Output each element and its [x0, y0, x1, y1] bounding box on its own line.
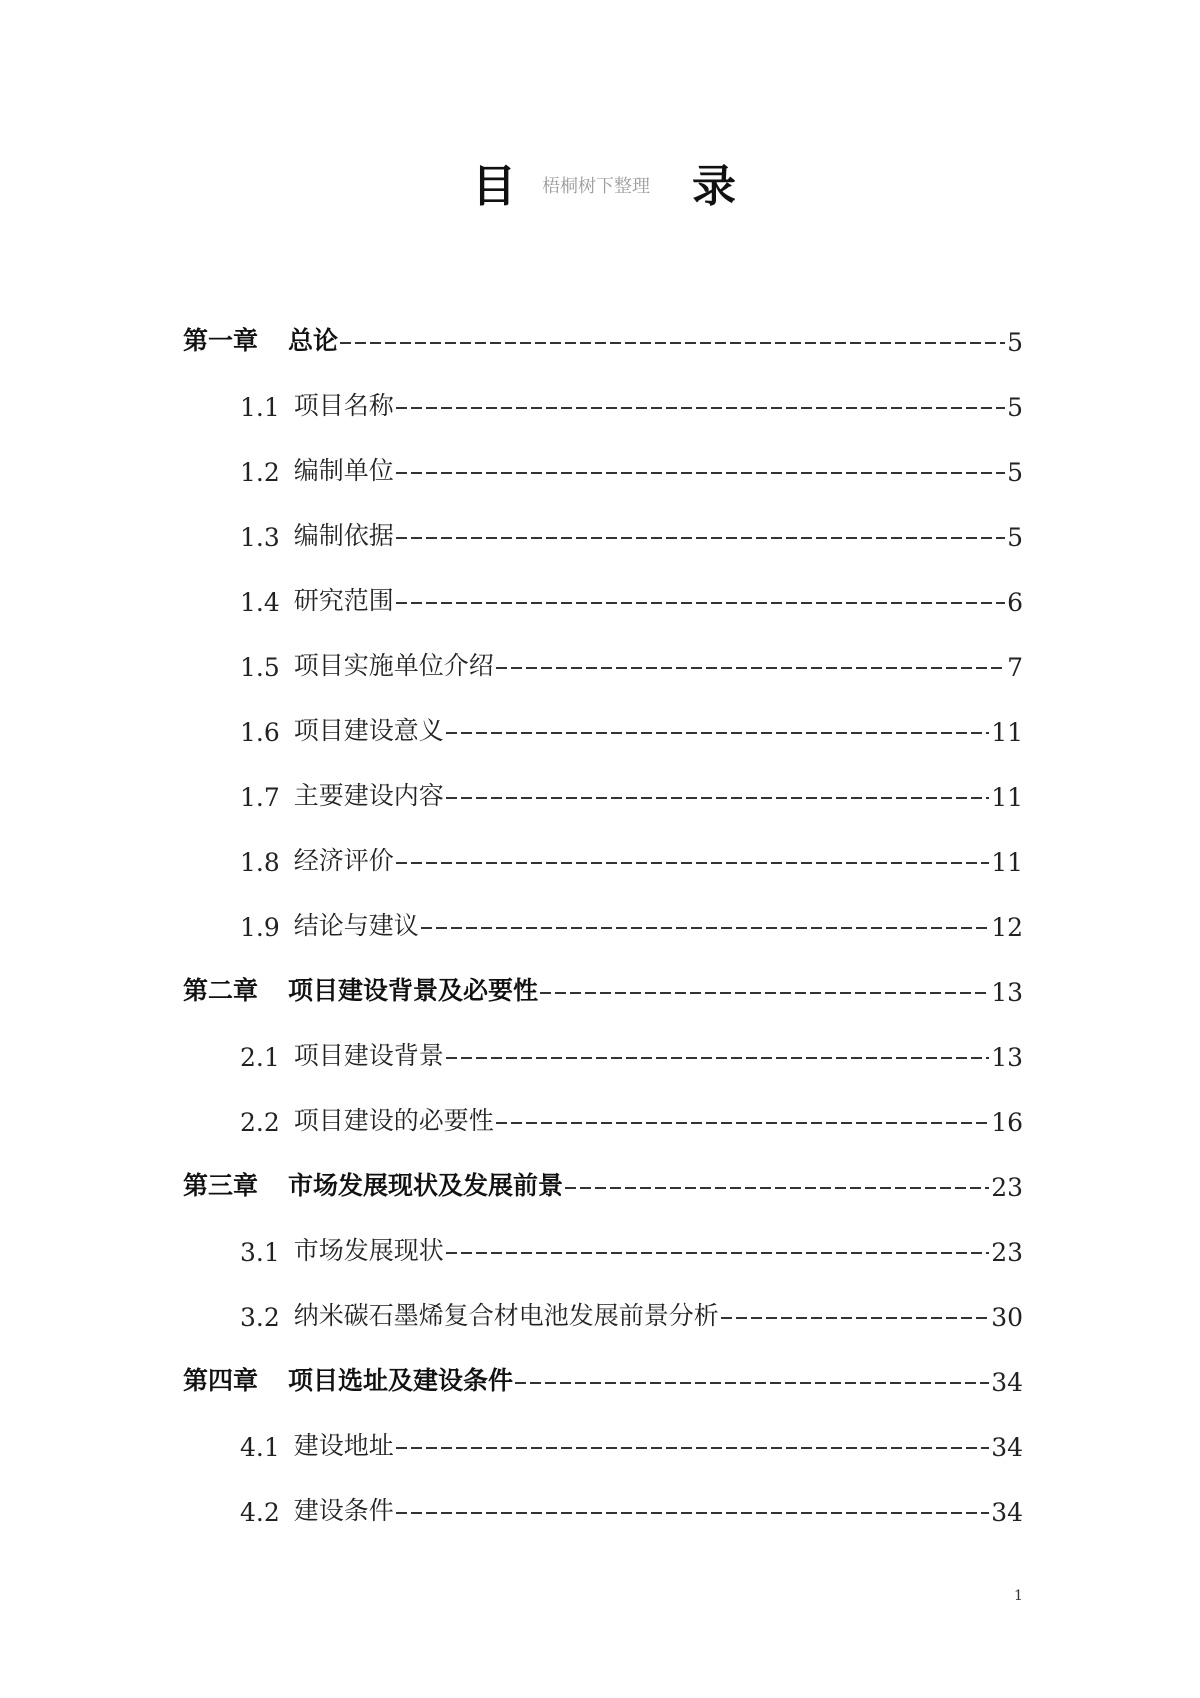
toc-entry-number: 第二章: [183, 976, 259, 1005]
toc-entry-page: 5: [1007, 523, 1023, 552]
toc-entry[interactable]: [183, 1397, 1023, 1462]
toc-entry[interactable]: [183, 292, 1023, 357]
dot-leader: [515, 1382, 989, 1384]
toc-entry-title: 项目名称: [293, 391, 394, 420]
toc-title: [0, 150, 1200, 210]
toc-entry-page: 23: [991, 1173, 1023, 1202]
dot-leader: [396, 407, 1005, 409]
toc-entry[interactable]: [183, 1137, 1023, 1202]
table-of-contents: [183, 292, 1023, 1527]
toc-entry-page: 11: [991, 848, 1023, 877]
toc-entry-title: 市场发展现状: [293, 1236, 444, 1265]
watermark-text: 梧桐树下整理: [542, 176, 650, 197]
toc-entry[interactable]: [183, 552, 1023, 617]
dot-leader: [721, 1317, 989, 1319]
toc-entry[interactable]: [183, 1267, 1023, 1332]
toc-entry-page: 16: [991, 1108, 1023, 1137]
toc-entry-title: 项目建设的必要性: [293, 1106, 494, 1135]
toc-entry-title: 项目建设背景: [293, 1041, 444, 1070]
toc-entry-title: 纳米碳石墨烯复合材电池发展前景分析: [293, 1301, 719, 1330]
toc-entry[interactable]: [183, 682, 1023, 747]
toc-entry-page: 5: [1007, 458, 1023, 487]
toc-entry-page: 5: [1007, 328, 1023, 357]
toc-entry-number: 1.3: [240, 523, 280, 552]
toc-entry-title: 项目实施单位介绍: [293, 651, 494, 680]
toc-entry-title: 项目选址及建设条件: [288, 1366, 514, 1395]
toc-entry-number: 第三章: [183, 1171, 259, 1200]
toc-entry-number: 1.9: [240, 913, 280, 942]
toc-entry-number: 1.2: [240, 458, 280, 487]
toc-entry-page: 34: [991, 1433, 1023, 1462]
dot-leader: [396, 1447, 989, 1449]
toc-entry[interactable]: [183, 747, 1023, 812]
toc-entry-title: 建设条件: [293, 1496, 394, 1525]
toc-entry[interactable]: [183, 1007, 1023, 1072]
dot-leader: [396, 472, 1005, 474]
toc-entry-number: 3.2: [240, 1303, 280, 1332]
toc-entry[interactable]: [183, 1462, 1023, 1527]
toc-entry-title: 总论: [288, 326, 339, 355]
toc-entry[interactable]: [183, 422, 1023, 487]
toc-entry-title: 编制依据: [293, 521, 394, 550]
dot-leader: [340, 342, 1005, 344]
toc-entry[interactable]: [183, 1202, 1023, 1267]
toc-entry-page: 13: [991, 1043, 1023, 1072]
dot-leader: [446, 1252, 989, 1254]
toc-entry-title: 建设地址: [293, 1431, 394, 1460]
toc-entry-page: 23: [991, 1238, 1023, 1267]
dot-leader: [446, 732, 989, 734]
toc-entry-number: 1.1: [240, 393, 280, 422]
toc-entry-title: 项目建设意义: [293, 716, 444, 745]
toc-entry-page: 12: [991, 913, 1023, 942]
dot-leader: [446, 797, 989, 799]
toc-entry-number: 4.2: [240, 1498, 280, 1527]
toc-entry-number: 2.2: [240, 1108, 280, 1137]
toc-entry[interactable]: [183, 617, 1023, 682]
dot-leader: [421, 927, 989, 929]
toc-entry-page: 5: [1007, 393, 1023, 422]
dot-leader: [446, 1057, 989, 1059]
toc-entry-title: 结论与建议: [293, 911, 419, 940]
toc-entry[interactable]: [183, 812, 1023, 877]
dot-leader: [496, 1122, 989, 1124]
toc-entry[interactable]: [183, 357, 1023, 422]
title-right-char: 录: [692, 161, 736, 212]
dot-leader: [396, 1512, 989, 1514]
dot-leader: [540, 992, 989, 994]
toc-entry-number: 第四章: [183, 1366, 259, 1395]
dot-leader: [396, 537, 1005, 539]
dot-leader: [396, 862, 989, 864]
title-left-char: 目: [472, 161, 516, 212]
toc-entry-number: 1.7: [240, 783, 280, 812]
toc-entry-page: 34: [991, 1498, 1023, 1527]
toc-entry-page: 34: [991, 1368, 1023, 1397]
toc-entry-number: 1.5: [240, 653, 280, 682]
toc-entry-page: 7: [1007, 653, 1023, 682]
toc-entry-number: 2.1: [240, 1043, 280, 1072]
toc-entry-page: 30: [991, 1303, 1023, 1332]
toc-entry-page: 11: [991, 718, 1023, 747]
dot-leader: [565, 1187, 989, 1189]
toc-entry-number: 1.8: [240, 848, 280, 877]
toc-entry-title: 项目建设背景及必要性: [288, 976, 539, 1005]
toc-entry[interactable]: [183, 1332, 1023, 1397]
toc-entry-page: 11: [991, 783, 1023, 812]
toc-entry-page: 13: [991, 978, 1023, 1007]
toc-entry-number: 1.4: [240, 588, 280, 617]
toc-entry[interactable]: [183, 877, 1023, 942]
toc-entry-title: 主要建设内容: [293, 781, 444, 810]
toc-entry-number: 1.6: [240, 718, 280, 747]
toc-entry-number: 第一章: [183, 326, 259, 355]
toc-entry-number: 3.1: [240, 1238, 280, 1267]
dot-leader: [496, 667, 1005, 669]
toc-entry[interactable]: [183, 942, 1023, 1007]
toc-entry-title: 编制单位: [293, 456, 394, 485]
toc-entry-title: 研究范围: [293, 586, 394, 615]
toc-entry-page: 6: [1007, 588, 1023, 617]
toc-entry-number: 4.1: [240, 1433, 280, 1462]
dot-leader: [396, 602, 1005, 604]
toc-entry-title: 市场发展现状及发展前景: [288, 1171, 564, 1200]
page-number: 1: [1014, 1588, 1023, 1604]
toc-entry[interactable]: [183, 487, 1023, 552]
toc-entry-title: 经济评价: [293, 846, 394, 875]
toc-entry[interactable]: [183, 1072, 1023, 1137]
